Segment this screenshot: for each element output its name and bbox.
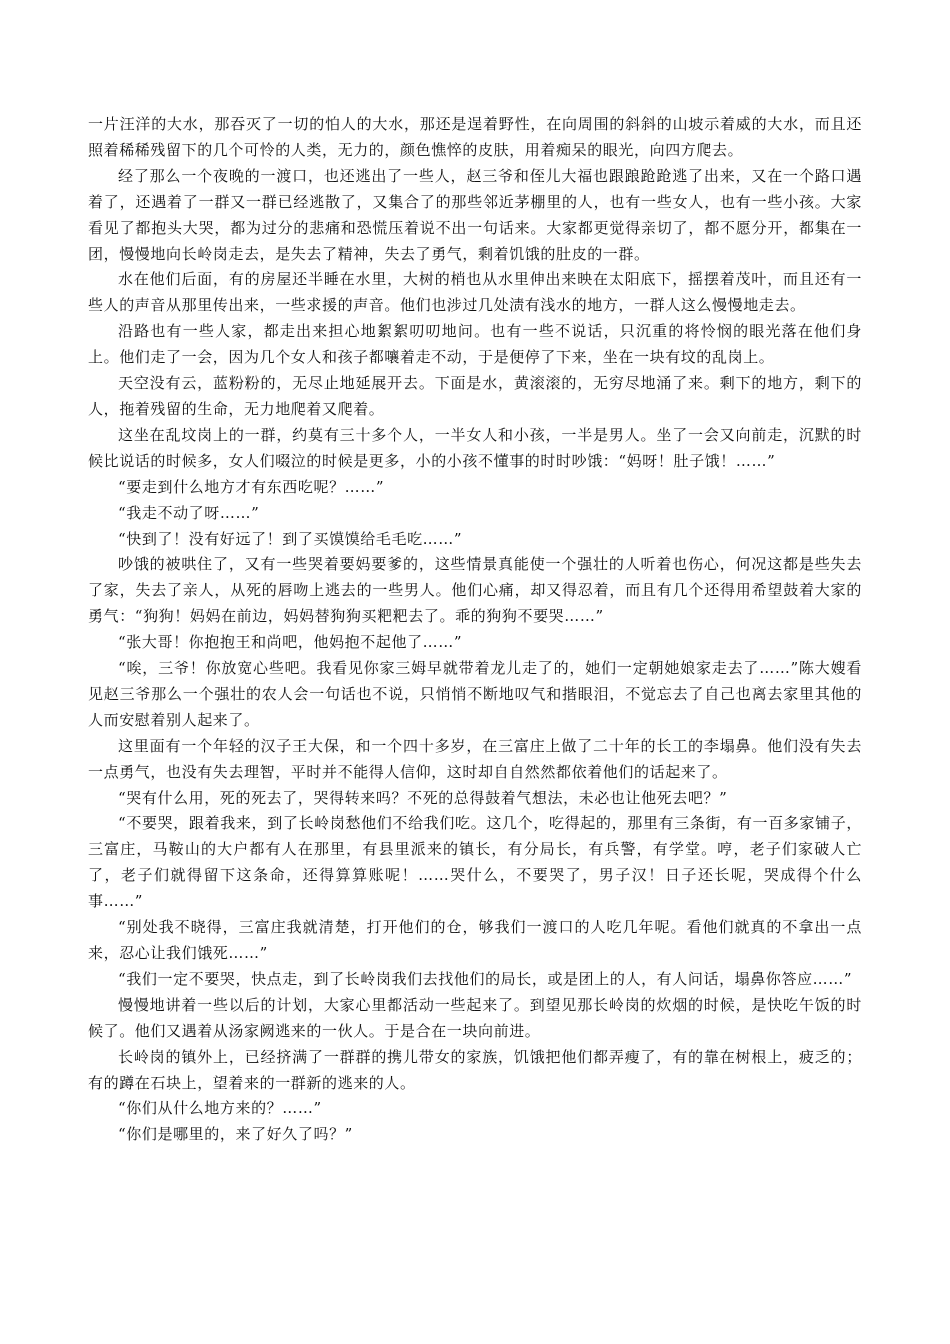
paragraph-20: “你们从什么地方来的？……” bbox=[118, 1099, 322, 1118]
paragraph-5: 天空没有云，蓝粉粉的，无尽止地延展开去。下面是水，黄滚滚的，无穷尽地涌了来。剩下的地方，剩下的人，拖着残留的生命，无力地爬着又爬着。 bbox=[88, 374, 862, 418]
paragraph-3: 水在他们后面，有的房屋还半睡在水里，大树的梢也从水里伸出来映在太阳底下，摇摆着茂叶，而且还有一些人的声音从那里传出来，一些求援的声音。他们也涉过几处渍有浅水的地方，一群人这么慢慢地走去。 bbox=[88, 270, 862, 315]
paragraph-9: “快到了！没有好远了！到了买馍馍给毛毛吃……” bbox=[118, 529, 463, 548]
paragraph-12: “唉，三爷！你放宽心些吧。我看见你家三姆早就带着龙儿走了的，她们一定朝她娘家走去了……”陈大嫂看见赵三爷那么一个强壮的农人会一句话也不说，只悄悄不断地叹气和揩眼泪，不觉忘去了自己也离去家里其他的人而安慰着别人起来了。 bbox=[88, 659, 862, 729]
paragraph-18: 慢慢地讲着一些以后的计划，大家心里都活动一些起来了。到望见那长岭岗的炊烟的时候，是快吃午饭的时候了。他们又遇着从汤家阙逃来的一伙人。于是合在一块向前进。 bbox=[88, 995, 862, 1040]
paragraph-16: “别处我不晓得，三富庄我就清楚，打开他们的仓，够我们一渡口的人吃几年呢。看他们就真的不拿出一点来，忍心让我们饿死……” bbox=[88, 918, 862, 962]
paragraph-4: 沿路也有一些人家，都走出来担心地絮絮叨叨地问。也有一些不说话，只沉重的将怜悯的眼光落在他们身上。他们走了一会，因为几个女人和孩子都嚷着走不动，于是便停了下来，坐在一块有坟的乱岗上。 bbox=[88, 322, 862, 367]
paragraph-11: “张大哥！你抱抱王和尚吧，他妈抱不起他了……” bbox=[118, 633, 463, 652]
paragraph-19: 长岭岗的镇外上，已经挤满了一群群的携儿带女的家族，饥饿把他们都弄瘦了，有的靠在树根上，疲乏的；有的蹲在石块上，望着来的一群新的逃来的人。 bbox=[88, 1047, 862, 1092]
paragraph-1: 一片汪洋的大水，那吞灭了一切的怕人的大水，那还是逞着野性，在向周围的斜斜的山坡示着威的大水，而且还照着稀稀残留下的几个可怜的人类，无力的，颜色憔悴的皮肤，用着痴呆的眼光，向四方爬去。 bbox=[88, 115, 862, 159]
paragraph-15: “不要哭，跟着我来，到了长岭岗愁他们不给我们吃。这几个，吃得起的，那里有三条街，有一百多家铺子，三富庄，马鞍山的大户都有人在那里，有县里派来的镇长，有分局长，有兵警，有学堂。哼，老子们家破人亡了，老子们就得留下这条命，还得算算账呢！……哭什么，不要哭了，男子汉！日子还长呢，哭成得个什么事……” bbox=[88, 814, 862, 911]
paragraph-8: “我走不动了呀……” bbox=[118, 503, 260, 522]
paragraph-14: “哭有什么用，死的死去了，哭得转来吗？不死的总得鼓着气想法，未必也让他死去吧？” bbox=[118, 788, 728, 807]
paragraph-21: “你们是哪里的，来了好久了吗？” bbox=[118, 1125, 353, 1144]
paragraph-6: 这坐在乱坟岗上的一群，约莫有三十多个人，一半女人和小孩，一半是男人。坐了一会又向前走，沉默的时候比说话的时候多，女人们啜泣的时候是更多，小的小孩不懂事的时时吵饿：“妈呀！肚子饿！……” bbox=[88, 425, 862, 470]
paragraph-17: “我们一定不要哭，快点走，到了长岭岗我们去找他们的局长，或是团上的人，有人问话，塌鼻你答应……” bbox=[118, 969, 853, 988]
paragraph-13: 这里面有一个年轻的汉子王大保，和一个四十多岁，在三富庄上做了二十年的长工的李塌鼻。他们没有失去一点勇气，也没有失去理智，平时并不能得人信仰，这时却自自然然都依着他们的话起来了。 bbox=[88, 736, 862, 781]
document-body bbox=[88, 112, 862, 1148]
paragraph-7: “要走到什么地方才有东西吃呢？……” bbox=[118, 477, 385, 496]
paragraph-2: 经了那么一个夜晚的一渡口，也还逃出了一些人，赵三爷和侄儿大福也跟踉跄跄逃了出来，又在一个路口遇着了，还遇着了一群又一群已经逃散了，又集合了的那些邻近茅棚里的人，也有一些女人，也有一些小孩。大家看见了都抱头大哭，都为过分的悲痛和恐慌压着说不出一句话来。大家都更觉得亲切了，都不愿分开，都集在一团，慢慢地向长岭岗走去，是失去了精神，失去了勇气，剩着饥饿的肚皮的一群。 bbox=[88, 166, 862, 263]
paragraph-10: 吵饿的被哄住了，又有一些哭着要妈要爹的，这些情景真能使一个强壮的人听着也伤心，何况这都是些失去了家，失去了亲人，从死的唇吻上逃去的一些男人。他们心痛，却又得忍着，而且有几个还得用希望鼓着大家的勇气：“狗狗！妈妈在前边，妈妈替狗狗买粑粑去了。乖的狗狗不要哭……” bbox=[88, 555, 862, 626]
